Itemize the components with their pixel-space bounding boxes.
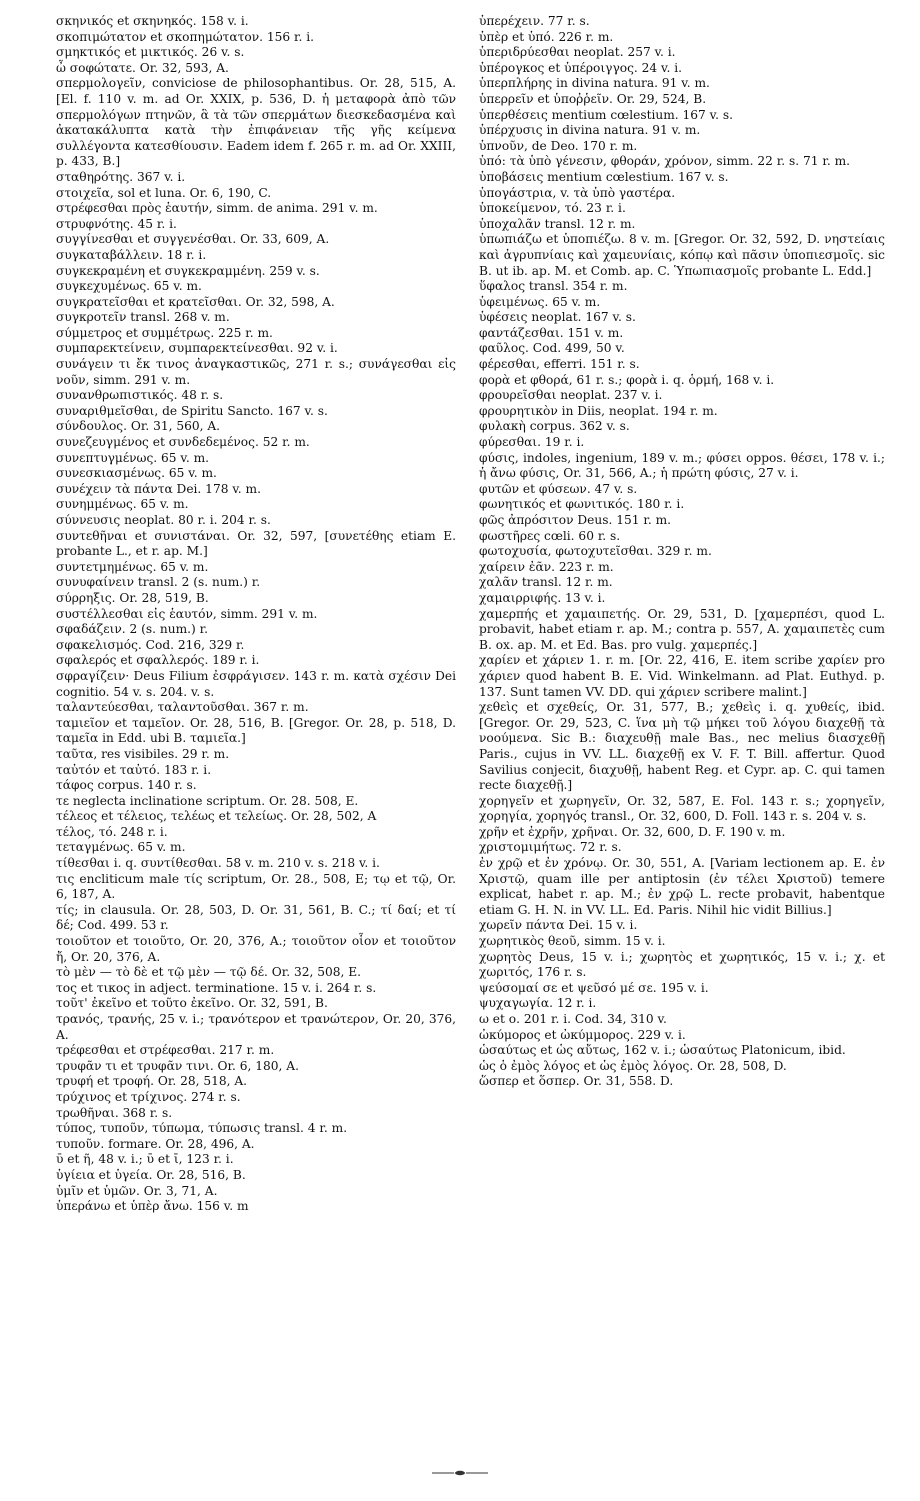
index-entry: φρουρεῖσθαι neoplat. 237 v. i. xyxy=(479,388,663,403)
index-entry: φυλακὴ corpus. 362 v. s. xyxy=(479,419,630,434)
index-entry: ὑπέρογκος et ὑπέροιγγος. 24 v. i. xyxy=(479,60,682,75)
index-entry: τύπος, τυποῦν, τύπωμα, τύπωσις transl. 4 r. m. xyxy=(56,1121,348,1136)
index-entry: σφραγίζειν· Deus Filium ἐσφράγισεν. 143 r. m. κατὰ σχέσιν Dei cognitio. 54 v. s. 204. v. s. xyxy=(56,668,456,699)
index-entry: ὑπερρεῖν et ὑποῤῥεῖν. Or. 29, 524, B. xyxy=(479,91,707,106)
index-entry: συγγίνεσθαι et συγγενέσθαι. Or. 33, 609, A. xyxy=(56,232,330,247)
index-entry: τεταγμένως. 65 v. m. xyxy=(56,840,186,855)
index-entry: ὑπερθέσεις mentium cœlestium. 167 v. s. xyxy=(479,107,733,122)
index-entry: τίθεσθαι i. q. συντίθεσθαι. 58 v. m. 210 v. s. 218 v. i. xyxy=(56,856,380,871)
index-entry: ὑπὲρ et ὑπό. 226 r. m. xyxy=(479,29,614,44)
index-entry: τάφος corpus. 140 r. s. xyxy=(56,778,197,793)
index-entry: ταῦτα, res visibiles. 29 r. m. xyxy=(56,746,230,761)
index-entry: συγκεκραμένη et συγκεκραμμένη. 259 v. s. xyxy=(56,263,320,278)
index-entry: χωρητικὸς θεοῦ, simm. 15 v. i. xyxy=(479,934,666,949)
index-entry: ὑπεράνω et ὑπὲρ ἄνω. 156 v. m xyxy=(56,1199,249,1214)
index-entry: σύνδουλος. Or. 31, 560, A. xyxy=(56,419,221,434)
index-entry: τὸ μὲν — τὸ δὲ et τῷ μὲν — τῷ δέ. Or. 32, 508, E. xyxy=(56,965,362,980)
index-entry: χαμαιρριφής. 13 v. i. xyxy=(479,590,606,605)
index-entry: ταμιεῖον et ταμεῖον. Or. 28, 516, B. [Gregor. Or. 28, p. 518, D. ταμεῖα in Edd. ubi B. ταμιεῖα.] xyxy=(56,715,456,746)
index-entry: ἐν χρῷ et ἐν χρόνῳ. Or. 30, 551, A. [Variam lectionem ap. E. ἐν Χριστῷ, quam ille per antiptosin (ἐν τέλει Χριστοῦ) temere explicat, habet r. ap. M.; ἐν χρῷ L. recte probavit, habentque etiam G. H. N. in VV. LL. Ed. Paris. Nihil hic vidit Billius.] xyxy=(479,856,885,917)
index-entry: ὑπό: τὰ ὑπὸ γένεσιν, φθοράν, χρόνον, simm. 22 r. s. 71 r. m. xyxy=(479,154,851,169)
index-entry: τρωθῆναι. 368 r. s. xyxy=(56,1105,173,1120)
index-entry: χρῆν et ἐχρῆν, χρῆναι. Or. 32, 600, D. F. 190 v. m. xyxy=(479,824,786,839)
index-entry: σπερμολογεῖν, conviciose de philosophantibus. Or. 28, 515, A. [El. f. 110 v. m. ad Or. XXIX, p. 536, D. ἡ μεταφορὰ ἀπὸ τῶν σπερμολόγων πτηνῶν, ἃ τὰ τῶν σπερμάτων διεσκεδασμένα καὶ ἀκατακάλυπτα κατὰ τὴν ἐπιφάνειαν τῆς γῆς κείμενα συλλέγοντα κατεσθίουσιν. Eadem idem f. 265 r. m. ad Or. XXIII, p. 433, B.] xyxy=(56,76,456,169)
index-entry: ὑπερέχειν. 77 r. s. xyxy=(479,14,590,28)
index-entry: ταλαντεύεσθαι, ταλαντοῦσθαι. 367 r. m. xyxy=(56,700,309,715)
index-entry: συνεσκιασμένως. 65 v. m. xyxy=(56,466,217,481)
index-entry: φρουρητικὸν in Diis, neoplat. 194 r. m. xyxy=(479,403,718,418)
index-entry: συνέχειν τὰ πάντα Dei. 178 v. m. xyxy=(56,481,261,496)
index-entry: τοῦτ' ἐκεῖνο et τοῦτο ἐκεῖνο. Or. 32, 591, B. xyxy=(56,996,328,1011)
index-entry: ὑπνοῦν, de Deo. 170 r. m. xyxy=(479,138,638,153)
index-entry: σύμμετρος et συμμέτρως. 225 r. m. xyxy=(56,325,273,340)
index-entry: συντετμημένως. 65 v. m. xyxy=(56,559,209,574)
index-entry: σμηκτικός et μικτικός. 26 v. s. xyxy=(56,45,245,60)
index-entry: τις encliticum male τίς scriptum, Or. 28., 508, E; τῳ et τῷ, Or. 6, 187, A. xyxy=(56,871,456,902)
index-entry: φωστῆρες cœli. 60 r. s. xyxy=(479,528,621,543)
index-entry: φαῦλος. Cod. 499, 50 v. xyxy=(479,341,625,356)
index-entry: ὑφέσεις neoplat. 167 v. s. xyxy=(479,310,636,325)
index-entry: τρέφεσθαι et στρέφεσθαι. 217 r. m. xyxy=(56,1043,275,1058)
index-entry: συγκροτεῖν transl. 268 v. m. xyxy=(56,310,230,325)
index-entry: ὥσπερ et ὅσπερ. Or. 31, 558. D. xyxy=(479,1074,674,1089)
index-entry: ὑφειμένως. 65 v. m. xyxy=(479,294,601,309)
index-entry: συναριθμεῖσθαι, de Spiritu Sancto. 167 v. s. xyxy=(56,403,328,418)
index-entry: χαλᾶν transl. 12 r. m. xyxy=(479,575,613,590)
index-entry: σταθηρότης. 367 v. i. xyxy=(56,169,186,184)
index-entry: συγκαταβάλλειν. 18 r. i. xyxy=(56,247,207,262)
index-entry: φῶς ἀπρόσιτον Deus. 151 r. m. xyxy=(479,513,672,527)
index-entry: συνυφαίνειν transl. 2 (s. num.) r. xyxy=(56,575,261,590)
left-column xyxy=(42,14,456,1215)
index-entry: ὕφαλος transl. 354 r. m. xyxy=(479,279,628,294)
index-entry: φύρεσθαι. 19 r. i. xyxy=(479,435,585,450)
index-entry: ὑπέρχυσις in divina natura. 91 v. m. xyxy=(479,123,701,138)
index-entry: τος et τικος in adject. terminatione. 15 v. i. 264 r. s. xyxy=(56,980,377,995)
index-entry: ὑποχαλᾶν transl. 12 r. m. xyxy=(479,216,636,231)
index-entry: ψεύσομαί σε et ψεῦσό μέ σε. 195 v. i. xyxy=(479,980,709,995)
index-entry: φωνητικός et φωνιτικός. 180 r. i. xyxy=(479,497,685,512)
index-entry: ὑπερπλήρης in divina natura. 91 v. m. xyxy=(479,76,710,91)
index-entry: τέλεος et τέλειος, τελέως et τελείως. Or. 28, 502, A xyxy=(56,809,377,824)
index-entry: σύρρηξις. Or. 28, 519, B. xyxy=(56,590,209,605)
index-entry: χαμερπής et χαμαιπετής. Or. 29, 531, D. [χαμερπέσι, quod L. probavit, habet etiam r. ap. M.; contra p. 557, A. χαμαιπετὲς cum B. ox. ap. M. et Ed. Bas. pro vulg. χαμερπές.] xyxy=(479,606,885,652)
index-entry: τρυφᾶν τι et τρυφᾶν τινι. Or. 6, 180, A. xyxy=(56,1058,299,1073)
index-entry: τέλος, τό. 248 r. i. xyxy=(56,824,168,839)
ornament-rule-icon xyxy=(430,1469,490,1477)
index-entry: χεθεὶς et σχεθείς, Or. 31, 577, B.; χεθεὶς i. q. χυθείς, ibid. [Gregor. Or. 29, 523, C. ἵνα μὴ τῷ μήκει τοῦ λόγου διαχεθῇ τὰ νοούμενα. Sic B.: διαχευθῇ male Bas., nec melius διασχεθῇ Paris., cujus in VV. LL. διαχεθῇ ex V. F. T. Bill. affertur. Quod Savilius conjecit, διαχυθῇ, habent Reg. et Cypr. ap. C. qui tamen recte διαχεθῇ.] xyxy=(479,700,885,793)
index-entry: τυποῦν. formare. Or. 28, 496, A. xyxy=(56,1136,255,1151)
index-entry: τίς; in clausula. Or. 28, 503, D. Or. 31, 561, B. C.; τί δαί; et τί δέ; Cod. 499. 53 r. xyxy=(56,902,456,933)
index-entry: φωτοχυσία, φωτοχυτεῖσθαι. 329 r. m. xyxy=(479,544,712,559)
index-entry: ὡσαύτως et ὡς αὔτως, 162 v. i.; ὡσαύτως Platonicum, ibid. xyxy=(479,1043,846,1058)
index-entry: ὑπογάστρια, v. τὰ ὑπὸ γαστέρα. xyxy=(479,185,676,200)
index-entry: στρυφνότης. 45 r. i. xyxy=(56,216,177,231)
index-entry: τρανός, τρανής, 25 v. i.; τρανότερον et τρανώτερον, Or. 20, 376, A. xyxy=(56,1012,456,1042)
index-entry: συνεπτυγμένως. 65 v. m. xyxy=(56,450,210,465)
index-entry: χωρητὸς Deus, 15 v. i.; χωρητὸς et χωρητικός, 15 v. i.; χ. et χωριτός, 176 r. s. xyxy=(479,949,885,980)
index-entry: συμπαρεκτείνειν, συμπαρεκτείνεσθαι. 92 v. i. xyxy=(56,341,338,356)
index-entry: ὡς ὁ ἐμὸς λόγος et ὡς ἐμὸς λόγος. Or. 28, 508, D. xyxy=(479,1058,787,1073)
right-column xyxy=(465,14,885,1090)
index-entry: ὦ σοφώτατε. Or. 32, 593, A. xyxy=(56,60,229,75)
index-entry: χαίρειν ἐᾶν. 223 r. m. xyxy=(479,559,614,574)
index-entry: τε neglecta inclinatione scriptum. Or. 28. 508, E. xyxy=(56,793,359,808)
index-entry: συνανθρωπιστικός. 48 r. s. xyxy=(56,388,224,403)
index-entry: ω et ο. 201 r. i. Cod. 34, 310 v. xyxy=(479,1012,667,1026)
index-entry: χριστομιμήτως. 72 r. s. xyxy=(479,840,622,855)
index-entry: χορηγεῖν et χωρηγεῖν, Or. 32, 587, E. Fol. 143 r. s.; χορηγεῖν, χορηγία, χορηγός transl., Or. 32, 600, D. Foll. 143 r. s. 204 v. s. xyxy=(479,793,885,824)
index-entry: φορὰ et φθορά, 61 r. s.; φορὰ i. q. ὁρμή, 168 v. i. xyxy=(479,372,775,387)
index-entry: ὑποβάσεις mentium cœlestium. 167 v. s. xyxy=(479,169,729,184)
index-entry: στοιχεῖα, sol et luna. Or. 6, 190, C. xyxy=(56,185,272,200)
index-entry: χαρίεν et χάριεν 1. r. m. [Or. 22, 416, E. item scribe χαρίεν pro χάριεν quod habent B. E. Vid. Winkelmann. ad Plat. Euthyd. p. 137. Sunt tamen VV. DD. qui χάριεν scribere malint.] xyxy=(479,653,885,699)
index-entry: συνεζευγμένος et συνδεδεμένος. 52 r. m. xyxy=(56,435,310,450)
index-entry: σφαδάζειν. 2 (s. num.) r. xyxy=(56,622,209,637)
end-ornament xyxy=(0,1466,920,1480)
index-entry: συγκεχυμένως. 65 v. m. xyxy=(56,279,202,294)
index-entry: σύννευσις neoplat. 80 r. i. 204 r. s. xyxy=(56,513,271,527)
index-entry: ταὐτόν et ταὐτό. 183 r. i. xyxy=(56,762,212,777)
index-entry: συστέλλεσθαι εἰς ἑαυτόν, simm. 291 v. m. xyxy=(56,606,318,621)
index-entry: ῡ et ῆ, 48 v. i.; ῡ et ῑ, 123 r. i. xyxy=(56,1152,234,1167)
index-entry: ὠκύμορος et ὠκύμμορος. 229 v. i. xyxy=(479,1027,686,1042)
index-entry: συγκρατεῖσθαι et κρατεῖσθαι. Or. 32, 598, A. xyxy=(56,294,335,309)
index-entry: φύσις, indoles, ingenium, 189 v. m.; φύσει oppos. θέσει, 178 v. i.; ἡ ἄνω φύσις, Or. 31, 566, A.; ἡ πρώτη φύσις, 27 v. i. xyxy=(479,450,885,481)
index-entry: ὑπεριδρύεσθαι neoplat. 257 v. i. xyxy=(479,45,676,60)
index-entry: ὑποκείμενον, τό. 23 r. i. xyxy=(479,201,626,216)
index-entry: συντεθῆναι et συνιστάναι. Or. 32, 597, [συνετέθης etiam E. probante L., et r. ap. M.] xyxy=(56,528,456,559)
index-entry: σκοπιμώτατον et σκοπημώτατον. 156 r. i. xyxy=(56,29,315,44)
index-entry: συνημμένως. 65 v. m. xyxy=(56,497,189,512)
index-entry: φαντάζεσθαι. 151 v. m. xyxy=(479,325,624,340)
index-entry: τοιοῦτον et τοιοῦτο, Or. 20, 376, A.; τοιοῦτον οἷον et τοιοῦτον ἤ, Or. 20, 376, A. xyxy=(56,934,456,964)
index-entry: στρέφεσθαι πρὸς ἑαυτήν, simm. de anima. 291 v. m. xyxy=(56,201,378,216)
index-entry: σφακελισμός. Cod. 216, 329 r. xyxy=(56,637,245,652)
index-entry: φυτῶν et φύσεων. 47 v. s. xyxy=(479,481,638,496)
index-entry: ὑγίεια et ὑγεία. Or. 28, 516, B. xyxy=(56,1167,246,1182)
index-entry: ὑμῖν et ὑμῶν. Or. 3, 71, A. xyxy=(56,1183,218,1198)
running-head xyxy=(40,0,880,14)
index-entry: συνάγειν τι ἔκ τινος ἀναγκαστικῶς, 271 r. s.; συνάγεσθαι εἰς νοῦν, simm. 291 v. m. xyxy=(56,357,456,387)
index-entry: ὑπωπιάζω et ὑποπιέζω. 8 v. m. [Gregor. Or. 32, 592, D. νηστείαις καὶ ἀγρυπνίαις καὶ χαμευνίαις, κόπῳ καὶ πᾶσιν ὑποπιεσμοῖς. sic B. ut ib. ap. M. et Comb. ap. C. Ὑπωπιασμοῖς probante L. Edd.] xyxy=(479,232,885,278)
index-entry: ψυχαγωγία. 12 r. i. xyxy=(479,996,597,1011)
index-entry: φέρεσθαι, efferri. 151 r. s. xyxy=(479,357,640,372)
index-entry: τρυφή et τροφή. Or. 28, 518, A. xyxy=(56,1074,248,1089)
index-entry: χωρεῖν πάντα Dei. 15 v. i. xyxy=(479,918,638,933)
index-entry: σφαλερός et σφαλλερός. 189 r. i. xyxy=(56,653,260,668)
index-entry: τρύχινος et τρίχινος. 274 r. s. xyxy=(56,1089,241,1104)
index-entry: σκηνικός et σκηνηκός. 158 v. i. xyxy=(56,14,249,28)
